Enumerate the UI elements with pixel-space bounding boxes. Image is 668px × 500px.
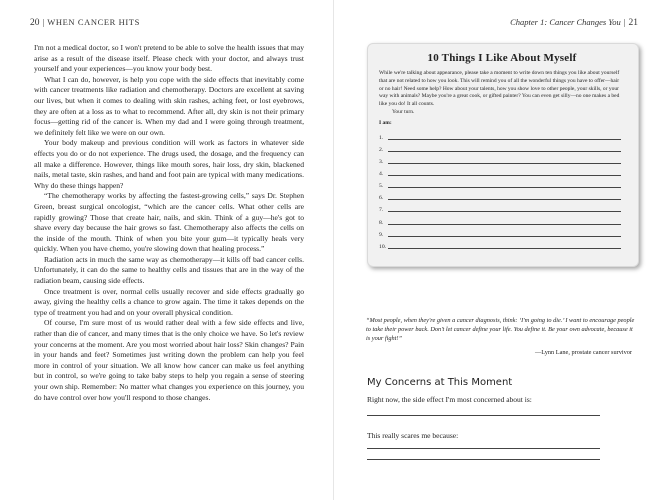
write-in-line[interactable] <box>379 226 625 238</box>
write-in-rule <box>388 187 621 188</box>
exercise-box-your-turn: Your turn. <box>392 108 415 115</box>
line-number: 3. <box>379 159 384 166</box>
line-number: 5. <box>379 183 384 190</box>
right-running-head <box>510 17 638 28</box>
paragraph-7: Of course, I'm sure most of us would rather deal with a few side effects and live, rather than die of cancer, and many times that is the only choice we have. So let's review your concerns at the moment. Are you most worried about hair loss? Skin changes? Pain in your hands and feet? Sometimes just writing down the problem can help you feel more in control of your situation. We all know how cancer can make us feel anything but in control, so we're going to take baby steps to help you regain a sense of steering your own ship. Remember: No matter what changes you experience on this journey, you do have control over how you'll respond to those changes. <box>34 318 304 402</box>
write-in-line[interactable] <box>379 213 625 225</box>
paragraph-1: I'm not a medical doctor, so I won't pretend to be able to solve the health issues that may arise as a result of the disease itself. Please check with your doctor, and always trust yourself and your experiences—you know your body best. <box>34 43 304 74</box>
concern-prompt: Right now, the side effect I'm most concerned about is: <box>367 395 532 404</box>
left-running-head <box>30 17 140 28</box>
paragraph-2: What I can do, however, is help you cope with the side effects that inevitably come with cancer treatments like radiation and chemotherapy. Doctors are excellent at saving our lives, but when it comes to dealing with skin rashes, aching feet, or lost eyebrows, they are often at a loss as to what to recommend. After all, dry skin is not their primary focus—getting rid of the cancer is. When my dad and I were going through treatment, we definitely felt like we were on our own. <box>34 74 304 137</box>
write-in-rule <box>388 199 621 200</box>
exercise-box-title: 10 Things I Like About Myself <box>427 52 577 64</box>
write-in-rule <box>388 139 621 140</box>
left-page-number: 20 <box>30 18 40 28</box>
line-number: 7. <box>379 207 384 214</box>
line-number: 9. <box>379 231 384 238</box>
running-head-separator: | <box>623 17 626 27</box>
line-number: 8. <box>379 219 384 226</box>
line-number: 4. <box>379 171 384 178</box>
section-title: My Concerns at This Moment <box>367 377 513 388</box>
write-in-rule <box>388 211 621 212</box>
line-number: 1. <box>379 134 384 141</box>
write-in-line[interactable] <box>379 238 625 250</box>
running-head-separator: | <box>42 17 45 27</box>
quote-attribution: —Lynn Lane, prostate cancer survivor <box>534 349 632 356</box>
right-page-number: 21 <box>628 18 638 28</box>
write-in-line[interactable] <box>379 177 625 189</box>
write-in-rule <box>388 163 621 164</box>
paragraph-4: “The chemotherapy works by affecting the fastest-growing cells,” says Dr. Stephen Green, breast surgical oncologist, “which are the cancer cells. What other cells are rapidly growing? Those that create hair, nails, and skin. Think of a guy—he's got to shave every day because the hair grows so fast. Chemotherapy also affects the cells on the inside of the mouth. Think of when you bite your gum—it typically heals very quickly. When you have chemo, you're slowing down that healing process.” <box>34 191 304 254</box>
write-in-rule <box>388 224 621 225</box>
line-number: 10. <box>379 243 387 250</box>
paragraph-3: Your body makeup and previous condition will work as factors in whatever side effects you do or do not experience. The drugs used, the dosage, and the frequency can all make a difference. However, things like mouth sores, hair loss, dry skin, blackened nails, metal taste, skin rashes, and hand and foot pain are typical with many medications. Why do these things happen? <box>34 138 304 190</box>
write-in-line[interactable] <box>379 153 625 165</box>
fear-prompt: This really scares me because: <box>367 431 459 440</box>
answer-line[interactable] <box>367 415 600 416</box>
write-in-rule <box>388 175 621 176</box>
exercise-box-instructions: While we're talking about appearance, please take a moment to write down ten things you like about yourself that are not related to how you look. This will remind you of all the wonderful things you have to offer—hair or no hair! Need some help? How about your talents, how you show love to other people, your skills, or your way with animals? Maybe you're a great cook, or gifted painter? You can even get silly—no one makes a bed like you do! It all counts. <box>379 70 620 108</box>
write-in-rule <box>388 248 621 249</box>
write-in-lines <box>379 129 625 250</box>
chapter-title: Chapter 1: Cancer Changes You <box>510 17 621 27</box>
paragraph-6: Once treatment is over, normal cells usually recover and side effects gradually go away, giving the healthy cells a chance to grow again. The time it takes depends on the type of treatment you had and on your overall physical condition. <box>34 286 304 317</box>
write-in-line[interactable] <box>379 129 625 141</box>
answer-line[interactable] <box>367 448 600 449</box>
left-body-text <box>34 43 304 403</box>
exercise-box-i-am-label: I am: <box>379 119 392 126</box>
write-in-line[interactable] <box>379 165 625 177</box>
pull-quote: “Most people, when they're given a cancer diagnosis, think: ‘I'm going to die.’ I want to encourage people to take their power back. Don't let cancer define your life. You define it. Be your own advocate, because it is your fight!” <box>366 317 635 343</box>
answer-line[interactable] <box>367 459 600 460</box>
write-in-line[interactable] <box>379 141 625 153</box>
write-in-rule <box>388 236 621 237</box>
write-in-line[interactable] <box>379 201 625 213</box>
book-title: WHEN CANCER HITS <box>47 17 140 27</box>
right-page <box>334 0 668 500</box>
write-in-rule <box>388 151 621 152</box>
exercise-box <box>367 43 639 267</box>
write-in-line[interactable] <box>379 189 625 201</box>
line-number: 6. <box>379 195 384 202</box>
line-number: 2. <box>379 146 384 153</box>
paragraph-5: Radiation acts in much the same way as chemotherapy—it kills off bad cancer cells. Unfortunately, it can do the same to healthy cells and tissues that are in the way of the radiation beam, causing side effects. <box>34 254 304 286</box>
